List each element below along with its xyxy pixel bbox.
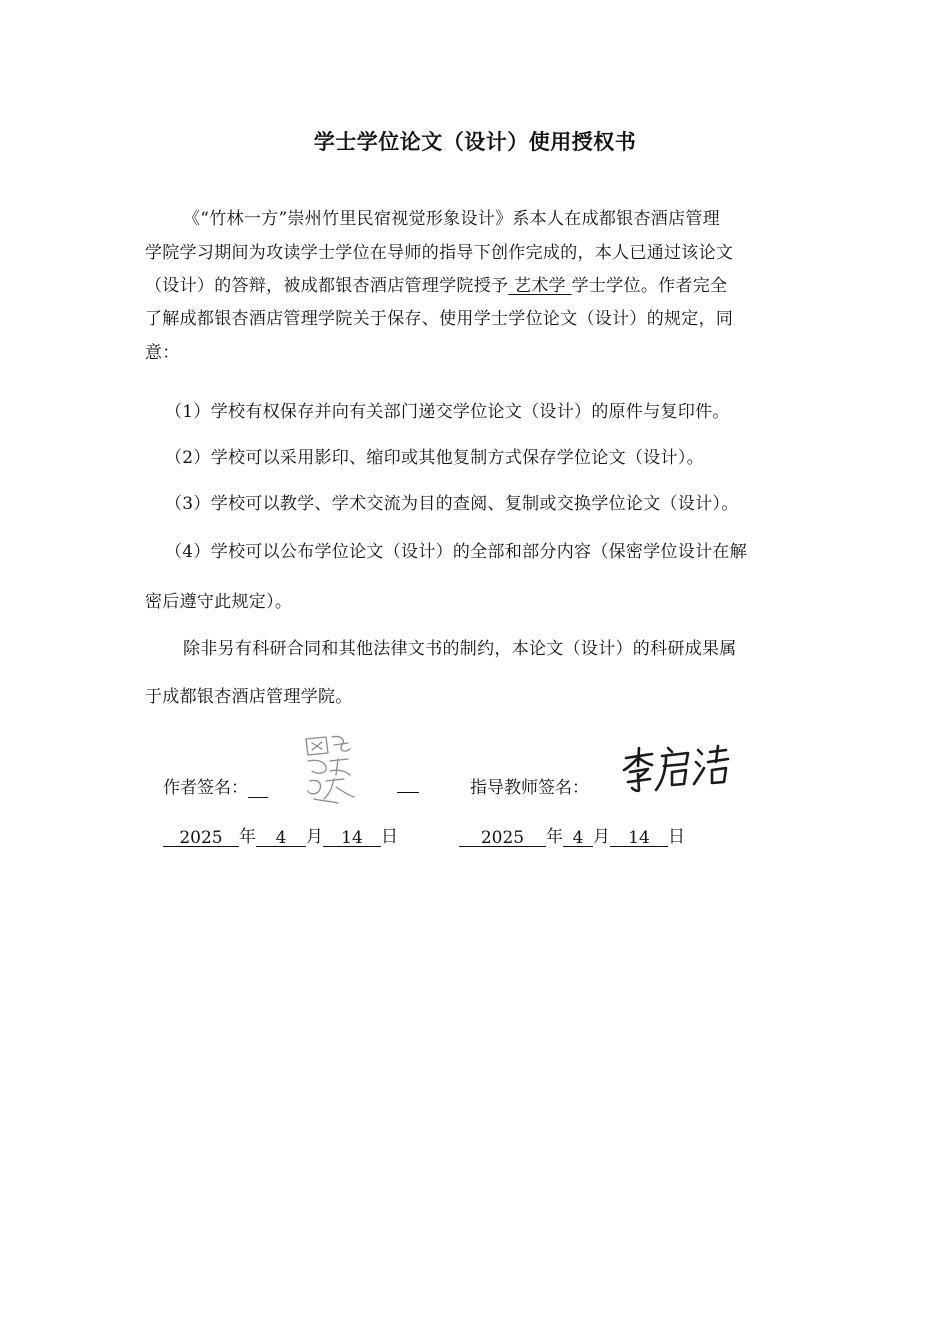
advisor-date	[459, 822, 685, 847]
page-title: 学士学位论文（设计）使用授权书	[313, 130, 637, 154]
author-date-month: 4	[256, 828, 306, 847]
item-1: （1）学校有权保存并向有关部门递交学位论文（设计）的原件与复印件。	[165, 402, 730, 422]
author-date-year: 2025	[163, 828, 239, 847]
author-date-day: 14	[323, 828, 381, 847]
author-signature-blank-left	[248, 779, 268, 798]
author-date	[163, 822, 398, 847]
author-signature-row	[163, 773, 268, 798]
advisor-signature-image	[622, 744, 732, 796]
author-signature-blank-right	[397, 774, 419, 793]
advisor-date-day-unit: 日	[668, 827, 685, 847]
advisor-date-month-unit: 月	[593, 827, 610, 847]
paragraph1-line4: 了解成都银杏酒店管理学院关于保存、使用学士学位论文（设计）的规定，同	[145, 309, 734, 329]
author-signature-label: 作者签名：	[163, 778, 248, 798]
advisor-date-year-unit: 年	[546, 827, 563, 847]
advisor-date-month: 4	[563, 828, 593, 847]
advisor-signature-row	[470, 773, 589, 798]
author-date-month-unit: 月	[306, 827, 323, 847]
item-2: （2）学校可以采用影印、缩印或其他复制方式保存学位论文（设计）。	[165, 448, 704, 468]
author-date-year-unit: 年	[239, 827, 256, 847]
paragraph1-line3-post: 学士学位。作者完全	[571, 276, 728, 296]
degree-field: 艺术学	[508, 276, 572, 296]
advisor-signature-label: 指导教师签名：	[470, 778, 589, 798]
advisor-date-day: 14	[610, 828, 668, 847]
item-3: （3）学校可以教学、学术交流为目的查阅、复制或交换学位论文（设计）。	[165, 494, 739, 514]
paragraph1-line3-pre: （设计）的答辩，被成都银杏酒店管理学院授予	[145, 276, 509, 296]
author-signature-image	[296, 731, 370, 807]
item-4-line1: （4）学校可以公布学位论文（设计）的全部和部分内容（保密学位设计在解	[165, 542, 748, 562]
advisor-date-year: 2025	[459, 828, 546, 847]
author-date-day-unit: 日	[381, 827, 398, 847]
paragraph1-line2: 学院学习期间为攻读学士学位在导师的指导下创作完成的，本人已通过该论文	[145, 243, 734, 263]
paragraph2-line2: 于成都银杏酒店管理学院。	[145, 687, 353, 707]
paragraph1-line1: 《“竹林一方”崇州竹里民宿视觉形象设计》系本人在成都银杏酒店管理	[183, 209, 720, 229]
paragraph1-line3	[145, 271, 727, 296]
item-4-line2: 密后遵守此规定）。	[145, 592, 293, 612]
paragraph2-line1: 除非另有科研合同和其他法律文书的制约，本论文（设计）的科研成果属	[183, 639, 737, 659]
author-signature-blank-right-wrap	[397, 773, 419, 793]
paragraph1-line5: 意：	[145, 343, 180, 363]
